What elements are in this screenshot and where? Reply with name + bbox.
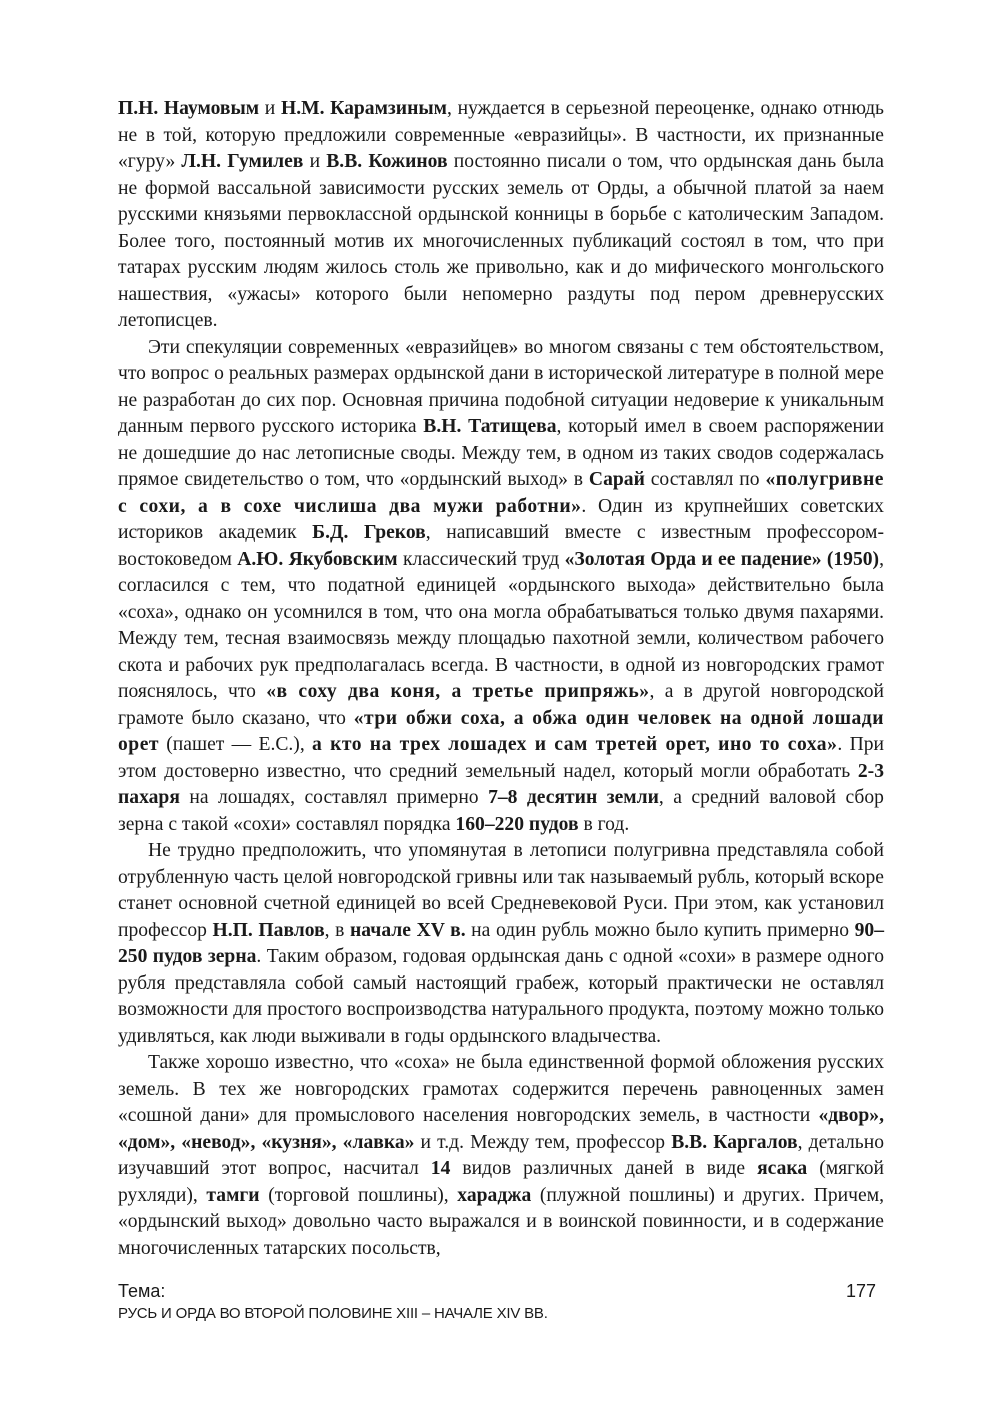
text-run: и т.д. Между тем, профессор [414,1131,672,1153]
quoted-old-russian-text: «три обжи соха, а обжа один человек на одной лошади орет [118,707,884,755]
text-run: постоянно писали о том, что ордынская дань была не формой вассальной зависимости русских земель от Орды, а обычной платой за наем русскими князьями первоклассной ордынской конницы в борьбе с католическим Западом. Более того, постоянный мотив их многочисленных публикаций состоял в том, что при татарах русским людям жилось столь же привольно, как и до мифического монгольского нашествия, «ужасы» которого были непомерно раздуты под пером древнерусских летописцев. [118,151,884,331]
emphasized-text: 160–220 пудов [455,813,579,835]
text-run: Не трудно предположить, что упомянутая в летописи полугривна представляла собой отрубленную часть целой новгородской гривны или так называемый рубль, который вскоре станет основной счетной единицей во всей Средневековой Руси. При этом, как установил профессор [118,840,884,941]
text-run: и [259,98,281,119]
paragraph-4 [118,1050,884,1262]
emphasized-text: Сарай [588,469,645,490]
paragraph-2 [118,335,884,839]
emphasized-text: 2-3 пахаря [118,760,884,808]
text-run: , детально изучавший этот вопрос, насчитал [118,1131,884,1179]
topic-title: РУСЬ И ОРДА ВО ВТОРОЙ ПОЛОВИНЕ XIII – НАЧАЛЕ XIV ВВ. [118,1305,548,1322]
emphasized-text: хараджа [457,1184,532,1206]
text-run: (торговой пошлины), [259,1184,458,1206]
emphasized-text: Н.М. Карамзиным [280,98,448,119]
topic-label: Тема: [118,1281,166,1301]
quoted-old-russian-text: «в соху два коня, а третье припряжь» [266,681,650,702]
text-run: Эти спекуляции современных «евразийцев» во многом связаны с тем обстоятельством, что вопрос о реальных размерах ордынской дани в исторической литературе в полной мере не разработан до сих пор. Основная причина подобной ситуации недоверие к уникальным данным первого русского историка [118,336,884,437]
emphasized-text: Н.П. Павлов [212,919,325,941]
text-run: в год. [578,813,630,835]
text-run: , написавший вместе с известным профессором-востоковедом [118,522,884,570]
emphasized-text: тамги [206,1184,260,1206]
emphasized-text: «Золотая Орда и ее падение» (1950) [564,548,880,570]
emphasized-text: В.Н. Татищева [423,416,557,437]
emphasized-text: В.В. Каргалов [671,1131,798,1153]
emphasized-text: 7–8 десятин земли [488,787,659,808]
text-run: видов различных даней в виде [450,1158,758,1179]
text-run: (плужной пошлины) и других. Причем, «ордынский выход» довольно часто выражался и в воинской повинности, и в содержание многочисленных татарских посольств, [118,1184,884,1259]
body-text [118,96,884,1262]
emphasized-text: 14 [430,1158,451,1179]
text-run: , в [324,919,350,941]
text-run: , который имел в своем распоряжении не дошедшие до нас летописные своды. Между тем, в одном из таких сводов содержалась прямое свидетельство о том, что «ордынский выход» в [118,416,885,490]
page-footer [118,1280,884,1326]
quoted-old-russian-text: а кто на трех лошадех и сам третей орет, ино то соха» [312,734,838,755]
emphasized-text: Б.Д. Греков [312,522,426,543]
text-run: , а в другой новгородской грамоте было сказано, что [118,681,884,729]
text-run: , согласился с тем, что податной единицей «ордынского выхода» действительно была «соха», однако он усомнился в том, что она могла обрабатываться только двумя пахарями. Между тем, тесная взаимосвязь между площадью пахотной земли, количеством рабочего скота и рабочих рук предполагалась всегда. В частности, в одной из новгородских грамот пояснялось, что [118,548,884,702]
text-run: и [303,151,327,172]
text-run: классический труд [397,548,565,570]
text-run: составлял по [644,469,766,490]
text-run: на лошадях, составлял примерно [179,787,489,808]
quoted-old-russian-text: «полугривне с сохи, а в сохе числиша два мужи работни» [118,469,885,517]
page-number: 177 [845,1281,876,1301]
paragraph-1 [118,96,884,335]
emphasized-text: Л.Н. Гумилев [181,151,304,172]
text-run: (мягкой рухляди), [118,1158,885,1206]
emphasized-text: В.В. Кожинов [326,151,448,172]
text-run: на один рубль можно было купить примерно [465,919,855,941]
text-run: Также хорошо известно, что «соха» не была единственной формой обложения русских земель. В тех же новгородских грамотах содержится перечень равноценных замен «сошной дани» для промыслового населения новгородских земель, в частности [118,1052,884,1126]
text-run: . Таким образом, годовая ордынская дань с одной «сохи» в размере одного рубля представляла собой самый настоящий грабеж, который практически не оставлял возможности для простого воспроизводства натурального продукта, поэтому можно только удивляться, как люди выживали в годы ордынского владычества. [118,946,884,1047]
text-run: , нуждается в серьезной переоценке, однако отнюдь не в той, которую предложили современные «евразийцы». В частности, их признанные «гуру» [118,98,884,172]
emphasized-text: 90–250 пудов зерна [118,919,884,967]
text-run: , а средний валовой сбор зерна с такой «сохи» составлял порядка [118,787,884,835]
text-run: . Один из крупнейших советских историков академик [118,495,884,543]
emphasized-text: начале XV в. [349,919,466,941]
emphasized-text: «двор», «дом», «невод», «кузня», «лавка» [118,1105,884,1153]
emphasized-text: П.Н. Наумовым [118,98,260,119]
text-run: (пашет — Е.С.), [159,734,313,755]
emphasized-text: ясака [757,1158,808,1179]
emphasized-text: А.Ю. Якубовским [237,548,398,570]
text-run: . При этом достоверно известно, что средний земельный надел, который могли обработать [118,734,885,782]
paragraph-3 [118,838,884,1050]
